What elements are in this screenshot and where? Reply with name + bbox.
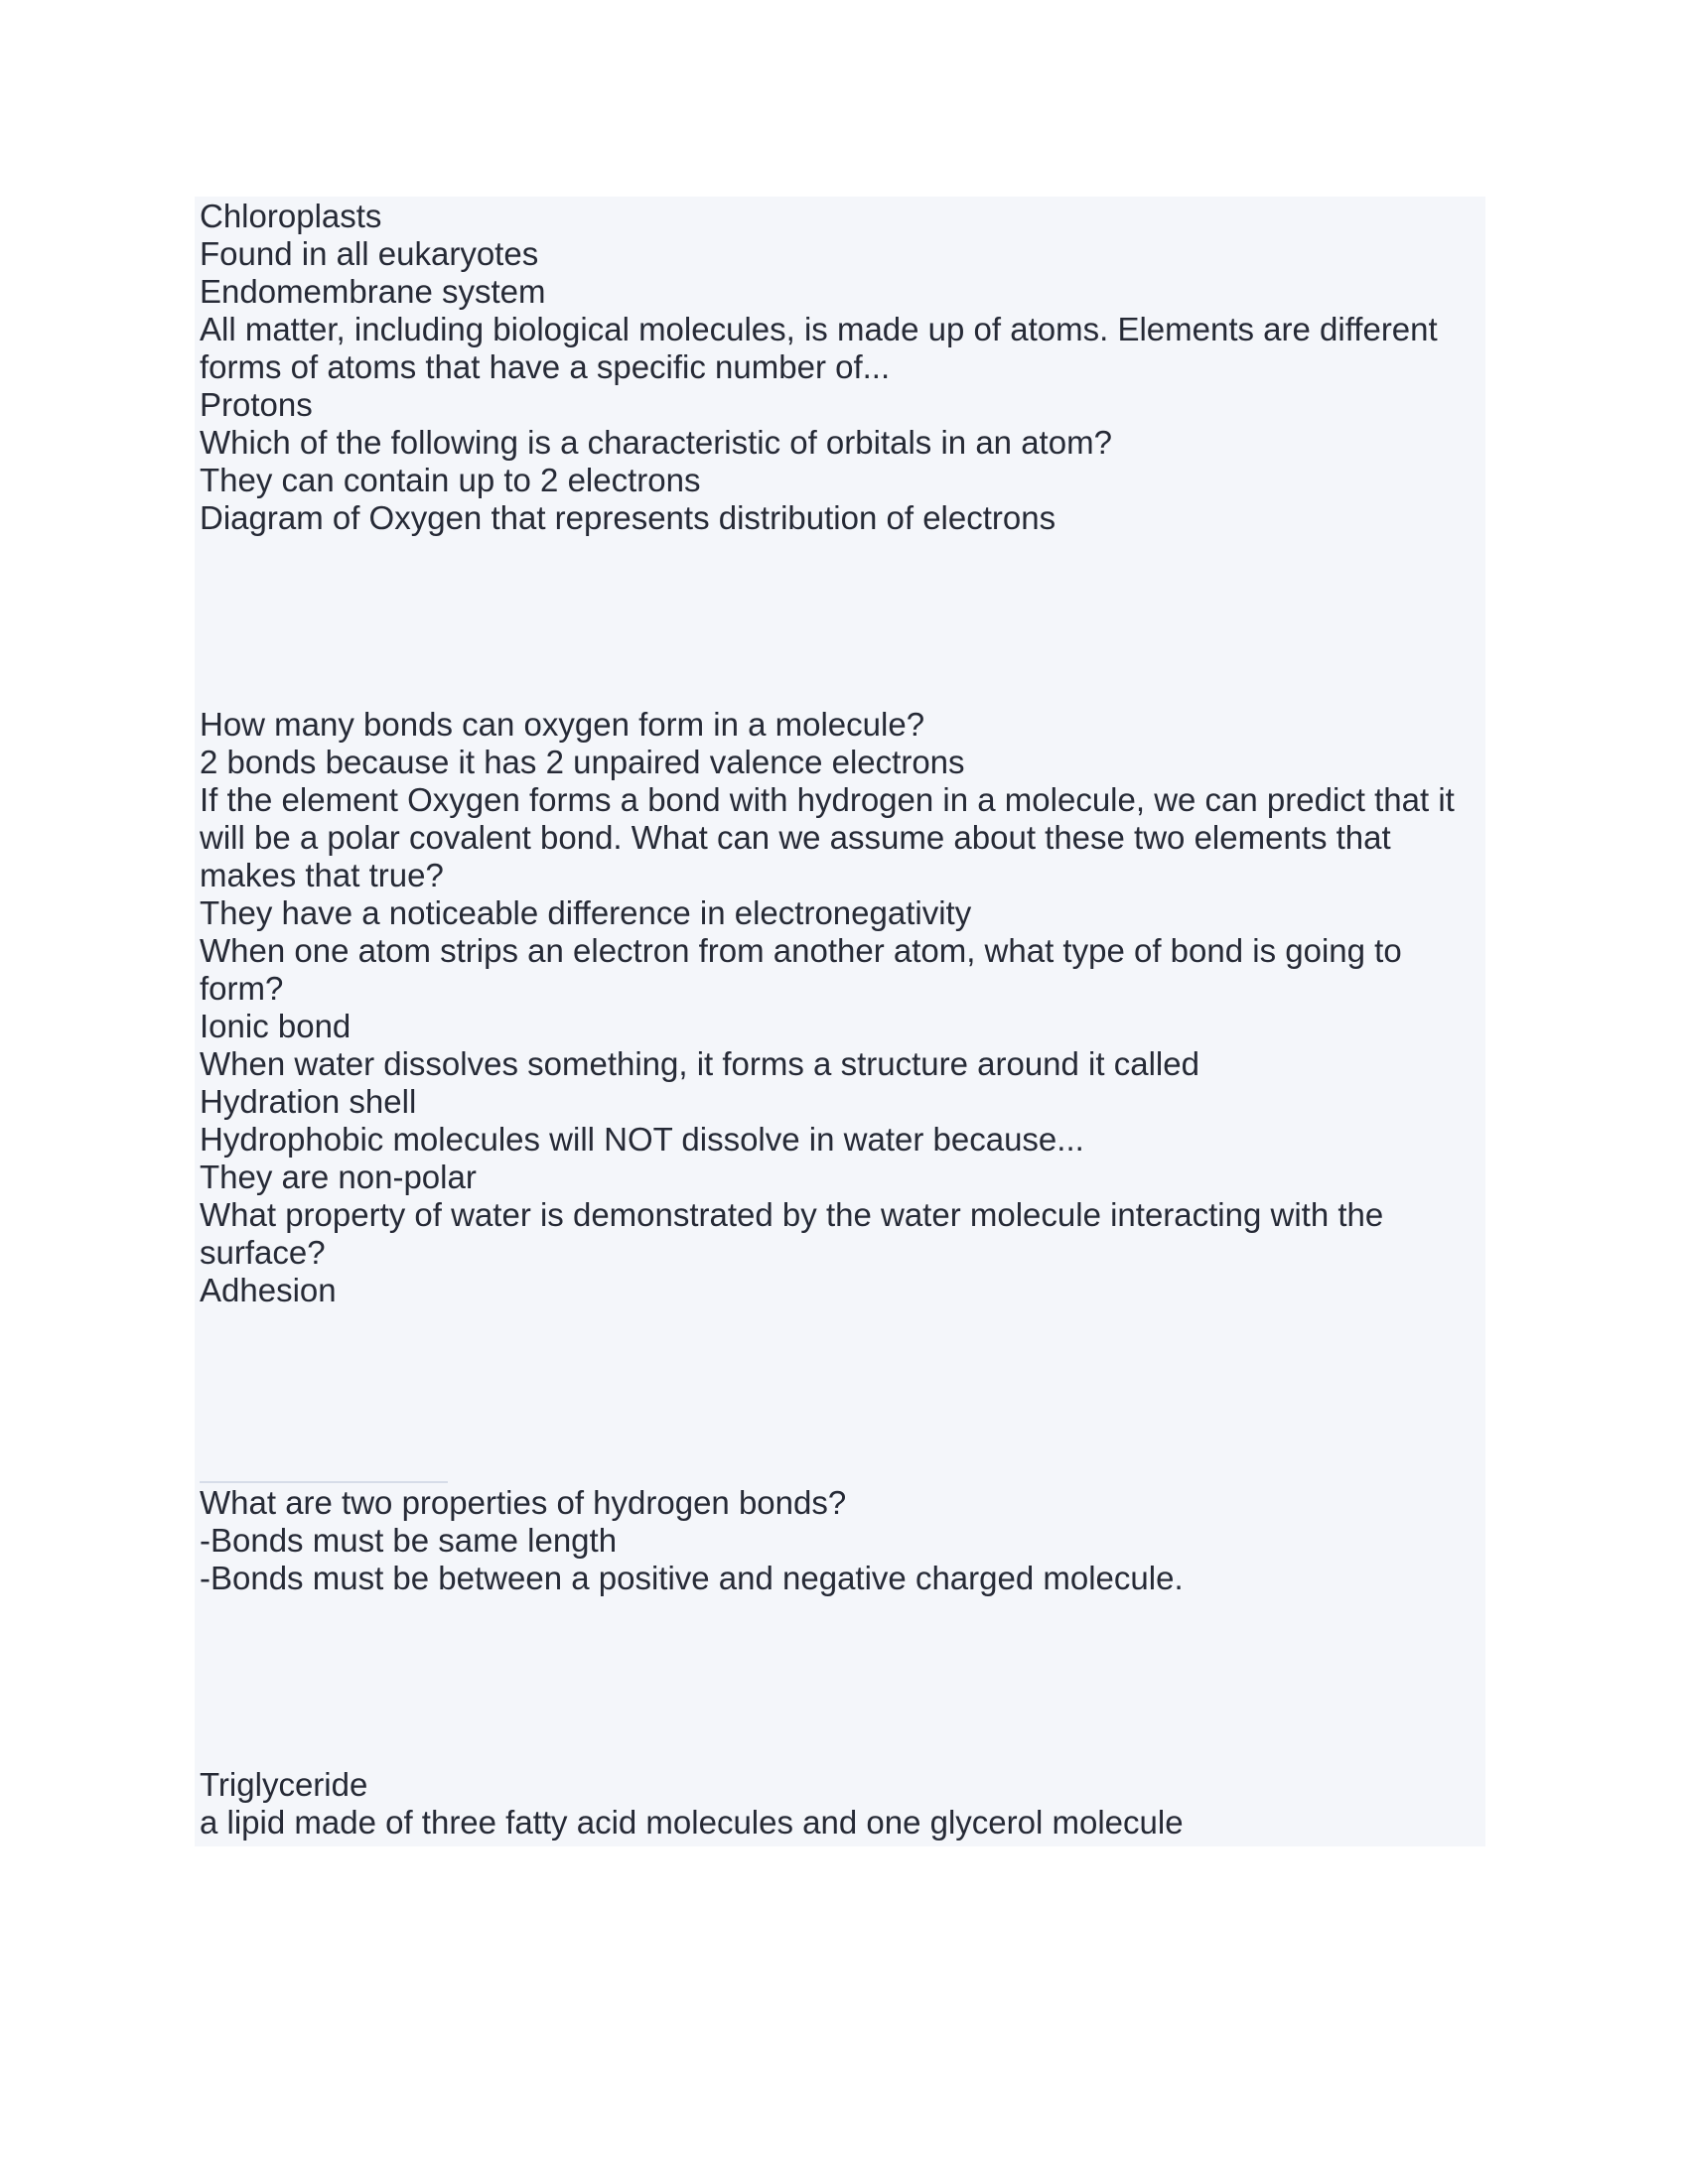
text-line: Triglyceride (200, 1766, 368, 1803)
text-line: When one atom strips an electron from another atom, what type of bond is going to (200, 932, 1402, 969)
text-line: surface? (200, 1234, 326, 1271)
text-line: How many bonds can oxygen form in a molecule? (200, 706, 925, 743)
divider (200, 1481, 448, 1483)
text-line: -Bonds must be same length (200, 1522, 618, 1559)
text-line: Diagram of Oxygen that represents distribution of electrons (200, 499, 1056, 536)
text-line: Hydration shell (200, 1083, 417, 1120)
text-line: Found in all eukaryotes (200, 235, 539, 272)
text-line: Adhesion (200, 1272, 337, 1308)
text-line: Protons (200, 386, 313, 423)
text-line: What property of water is demonstrated by the water molecule interacting with the (200, 1196, 1384, 1233)
text-line: When water dissolves something, it forms a structure around it called (200, 1045, 1199, 1082)
text-line: Chloroplasts (200, 198, 382, 234)
text-line: They are non-polar (200, 1159, 477, 1195)
text-line: They can contain up to 2 electrons (200, 462, 701, 498)
text-line: If the element Oxygen forms a bond with hydrogen in a molecule, we can predict that it (200, 781, 1455, 818)
text-line: All matter, including biological molecules, is made up of atoms. Elements are different (200, 311, 1438, 347)
text-line: They have a noticeable difference in electronegativity (200, 894, 972, 931)
text-line: makes that true? (200, 857, 444, 893)
text-line: Ionic bond (200, 1008, 352, 1044)
text-line: Endomembrane system (200, 273, 546, 310)
text-line: Hydrophobic molecules will NOT dissolve in water because... (200, 1121, 1084, 1158)
text-line: Which of the following is a characteristic of orbitals in an atom? (200, 424, 1112, 461)
text-line: form? (200, 970, 284, 1007)
text-line: forms of atoms that have a specific number of... (200, 348, 891, 385)
text-line: will be a polar covalent bond. What can we assume about these two elements that (200, 819, 1391, 856)
text-line: 2 bonds because it has 2 unpaired valence electrons (200, 744, 965, 780)
text-line: -Bonds must be between a positive and negative charged molecule. (200, 1560, 1184, 1596)
text-line: a lipid made of three fatty acid molecules and one glycerol molecule (200, 1804, 1184, 1841)
text-line: What are two properties of hydrogen bonds? (200, 1484, 847, 1521)
